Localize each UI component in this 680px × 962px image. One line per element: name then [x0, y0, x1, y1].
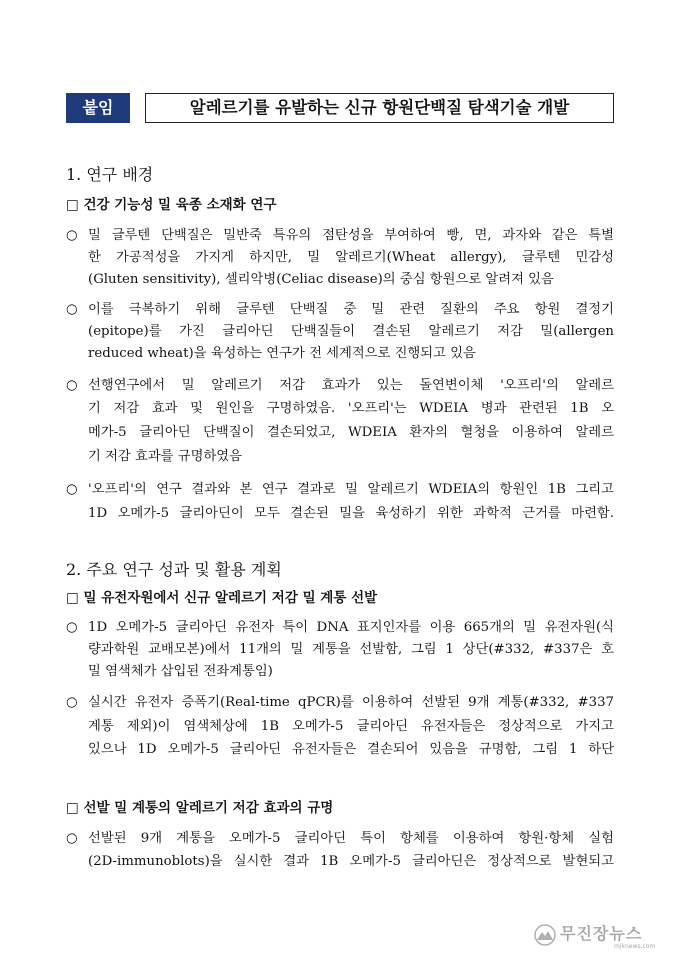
- paragraph-line: 선행연구에서 밀 알레르기 저감 효과가 있는 돌연변이체 '오프리'의 알레르: [88, 378, 614, 393]
- section-heading-background: 1. 연구 배경: [66, 165, 154, 184]
- news-watermark: [528, 918, 674, 954]
- paragraph-line: 이를 극복하기 위해 글루텐 단백질 중 밀 관련 질환의 주요 항원 결정기: [88, 302, 614, 317]
- bullet-marker: ○: [66, 228, 78, 243]
- subsection-heading-allergy-reduction: □ 선발 밀 계통의 알레르기 저감 효과의 규명: [66, 800, 334, 816]
- bullet-marker: ○: [66, 620, 78, 635]
- paragraph-line: reduced wheat)을 육성하는 연구가 전 세계적으로 진행되고 있음: [88, 346, 476, 361]
- paragraph-line: 기 저감 효과를 규명하였음: [88, 449, 242, 464]
- paragraph-line: 1D 오메가-5 글리아딘 유전자 특이 DNA 표지인자를 이용 665개의 밀 유전자원(식: [88, 620, 614, 635]
- paragraph-line: 실시간 유전자 증폭기(Real-time qPCR)를 이용하여 선발된 9개 계통(#332, #337: [88, 695, 614, 710]
- paragraph-line: 메가-5 글리아딘 단백질이 결손되었고, WDEIA 환자의 혈청을 이용하여 알레르: [88, 425, 614, 440]
- paragraph-line: 있으나 1D 오메가-5 글리아딘 유전자들은 결손되어 있음을 규명함, 그림 1 하단: [88, 742, 614, 757]
- bullet-marker: ○: [66, 378, 78, 393]
- paragraph-line: 량과학원 교배모본)에서 11개의 밀 계통을 선발함, 그림 1 상단(#332, #337은 호: [88, 642, 614, 657]
- paragraph-line: 한 가공적성을 가지게 하지만, 밀 알레르기(Wheat allergy), 글루텐 민감성: [88, 250, 614, 265]
- mountain-logo-icon: [534, 924, 556, 946]
- paragraph-line: 선발된 9개 계통을 오메가-5 글리아딘 특이 항체를 이용하여 항원·항체 실험: [88, 831, 614, 846]
- paragraph-line: 밀 염색체가 삽입된 전좌계통임): [88, 664, 273, 679]
- paragraph-line: 계통 제외)이 염색체상에 1B 오메가-5 글리아딘 유전자들은 정상적으로 가지고: [88, 719, 614, 734]
- paragraph-line: 1D 오메가-5 글리아딘이 모두 결손된 밀을 육성하기 위한 과학적 근거를 마련함.: [88, 506, 614, 521]
- bullet-marker: ○: [66, 695, 78, 710]
- attachment-header: [66, 93, 614, 123]
- subsection-heading-health-breeding: □ 건강 기능성 밀 육종 소재화 연구: [66, 197, 277, 213]
- section-heading-results: 2. 주요 연구 성과 및 활용 계획: [66, 560, 282, 579]
- paragraph-line: 기 저감 효과 및 원인을 구명하였음. '오프리'는 WDEIA 병과 관련된 1B 오: [88, 401, 614, 416]
- paragraph-line: (epitope)를 가진 글리아딘 단백질들이 결손된 알레르기 저감 밀(allergen: [88, 324, 614, 339]
- bullet-marker: ○: [66, 831, 78, 846]
- subsection-heading-selection: □ 밀 유전자원에서 신규 알레르기 저감 밀 계통 선발: [66, 590, 378, 606]
- paragraph-line: '오프리'의 연구 결과와 본 연구 결과로 밀 알레르기 WDEIA의 항원인 1B 그리고: [88, 482, 614, 497]
- bullet-marker: ○: [66, 482, 78, 497]
- watermark-url: mjknews.com: [614, 943, 656, 950]
- attachment-tag: 붙임: [66, 93, 130, 123]
- watermark-name: 무진장뉴스: [560, 924, 643, 943]
- bullet-marker: ○: [66, 302, 78, 317]
- paragraph-line: (Gluten sensitivity), 셀리악병(Celiac disease)의 중심 항원으로 알려져 있음: [88, 272, 554, 287]
- paragraph-line: 밀 글루텐 단백질은 밀반죽 특유의 점탄성을 부여하여 빵, 면, 과자와 같은 특별: [88, 228, 614, 243]
- document-title: 알레르기를 유발하는 신규 항원단백질 탐색기술 개발: [145, 93, 614, 123]
- paragraph-line: (2D-immunoblots)을 실시한 결과 1B 오메가-5 글리아딘은 정상적으로 발현되고: [88, 854, 614, 869]
